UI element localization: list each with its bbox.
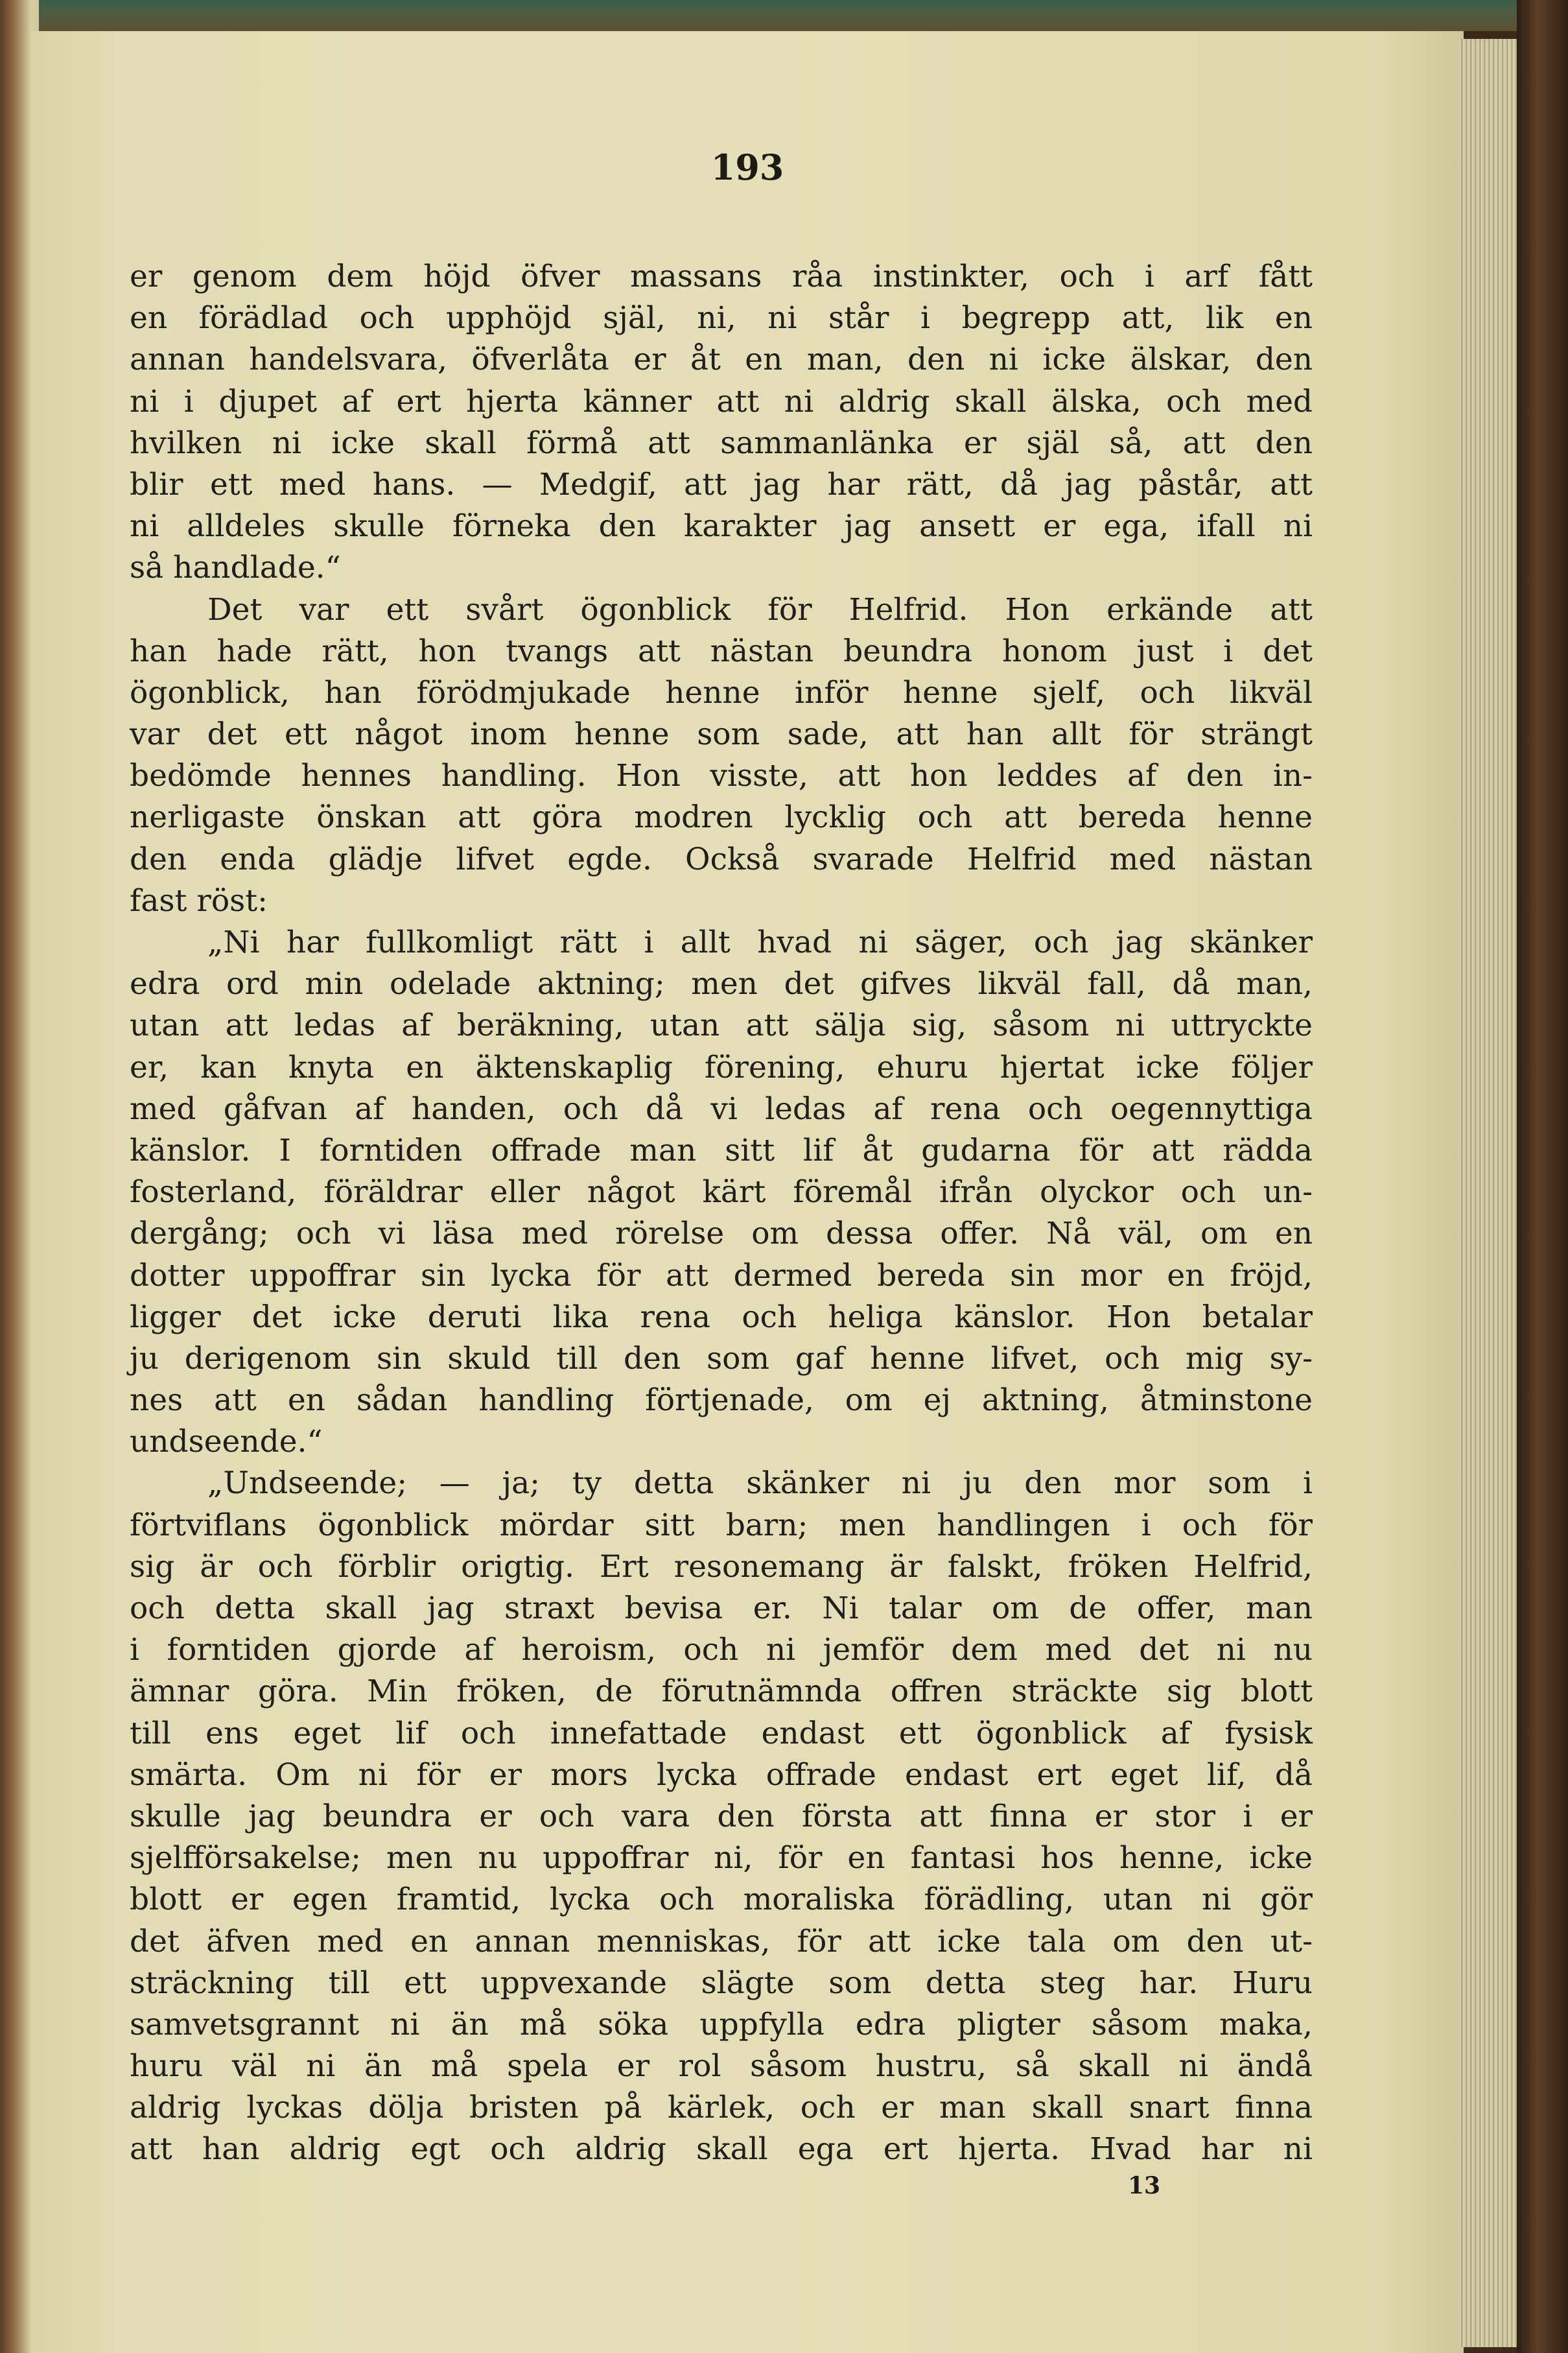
text-line: han hade rätt, hon tvangs att nästan beundra honom just i det	[130, 633, 1313, 669]
text-line: bedömde hennes handling. Hon visste, att hon leddes af den in-	[130, 758, 1313, 794]
page-edges	[1458, 39, 1517, 2347]
text-line: blott er egen framtid, lycka och moraliska förädling, utan ni gör	[130, 1882, 1313, 1918]
text-line: huru väl ni än må spela er rol såsom hustru, så skall ni ändå	[130, 2048, 1313, 2085]
text-line: utan att ledas af beräkning, utan att sälja sig, såsom ni uttryckte	[130, 1008, 1313, 1044]
text-line: fast röst:	[130, 882, 268, 919]
text-line: känslor. I forntiden offrade man sitt lif åt gudarna för att rädda	[130, 1132, 1313, 1168]
text-line: ligger det icke deruti lika rena och heliga känslor. Hon betalar	[130, 1299, 1313, 1335]
text-line: och detta skall jag straxt bevisa er. Ni talar om de offer, man	[130, 1590, 1313, 1626]
text-line: undseende.“	[130, 1424, 323, 1460]
text-line: så handlade.“	[130, 550, 341, 586]
text-line: dergång; och vi läsa med rörelse om dessa offer. Nå väl, om en	[130, 1216, 1313, 1252]
text-line: er genom dem höjd öfver massans råa instinkter, och i arf fått	[130, 259, 1313, 294]
page-number: 193	[710, 147, 784, 188]
text-line: dotter uppoffrar sin lycka för att dermed bereda sin mor en fröjd,	[130, 1257, 1313, 1294]
text-line: sträckning till ett uppvexande slägte som detta steg har. Huru	[130, 1965, 1313, 2001]
text-line: att han aldrig egt och aldrig skall ega ert hjerta. Hvad har ni	[130, 2131, 1313, 2168]
text-line: var det ett något inom henne som sade, att han allt för strängt	[130, 716, 1313, 753]
text-line: en förädlad och upphöjd själ, ni, ni står i begrepp att, lik en	[130, 300, 1313, 337]
text-line: till ens eget lif och innefattade endast ett ögonblick af fysisk	[130, 1715, 1313, 1751]
book-page	[31, 31, 1464, 2353]
text-line: den enda glädje lifvet egde. Också svarade Helfrid med nästan	[130, 841, 1313, 877]
text-line: aldrig lyckas dölja bristen på kärlek, och er man skall snart finna	[130, 2090, 1313, 2126]
text-line: med gåfvan af handen, och då vi ledas af rena och oegennyttiga	[130, 1091, 1313, 1127]
signature-mark: 13	[1128, 2172, 1161, 2199]
text-line: nerligaste önskan att göra modren lycklig och att bereda henne	[130, 799, 1313, 836]
text-line: sjelfförsakelse; men nu uppoffrar ni, för en fantasi hos henne, icke	[130, 1840, 1313, 1876]
text-line: smärta. Om ni för er mors lycka offrade endast ert eget lif, då	[130, 1756, 1313, 1793]
text-line: nes att en sådan handling förtjenade, om ej aktning, åtminstone	[130, 1382, 1313, 1419]
text-line: blir ett med hans. — Medgif, att jag har rätt, då jag påstår, att	[130, 466, 1313, 503]
body-text	[130, 256, 1313, 2171]
text-line: ögonblick, han förödmjukade henne inför henne sjelf, och likväl	[130, 674, 1313, 711]
text-line: Det var ett svårt ögonblick för Helfrid. Hon erkände att	[207, 591, 1313, 628]
book-cover-right	[1517, 0, 1568, 2353]
text-line: förtviflans ögonblick mördar sitt barn; men handlingen i och för	[130, 1507, 1313, 1543]
text-line: „Ni har fullkomligt rätt i allt hvad ni säger, och jag skänker	[207, 925, 1313, 960]
text-line: „Undseende; — ja; ty detta skänker ni ju den mor som i	[207, 1465, 1313, 1502]
text-line: fosterland, föräldrar eller något kärt föremål ifrån olyckor och un-	[130, 1174, 1313, 1211]
text-line: det äfven med en annan menniskas, för att icke tala om den ut-	[130, 1923, 1313, 1959]
text-line: samvetsgrannt ni än må söka uppfylla edra pligter såsom maka,	[130, 2006, 1313, 2042]
text-line: ämnar göra. Min fröken, de förutnämnda offren sträckte sig blott	[130, 1673, 1313, 1710]
text-line: ni alldeles skulle förneka den karakter jag ansett er ega, ifall ni	[130, 508, 1313, 545]
text-line: i forntiden gjorde af heroism, och ni jemför dem med det ni nu	[130, 1632, 1313, 1668]
text-line: ju derigenom sin skuld till den som gaf henne lifvet, och mig sy-	[130, 1340, 1313, 1377]
text-line: ni i djupet af ert hjerta känner att ni aldrig skall älska, och med	[130, 383, 1313, 420]
text-line: sig är och förblir origtig. Ert resonemang är falskt, fröken Helfrid,	[130, 1548, 1313, 1585]
text-line: er, kan knyta en äktenskaplig förening, ehuru hjertat icke följer	[130, 1049, 1313, 1085]
text-line: annan handelsvara, öfverlåta er åt en man, den ni icke älskar, den	[130, 342, 1313, 378]
text-line: edra ord min odelade aktning; men det gifves likväl fall, då man,	[130, 966, 1313, 1002]
text-line: skulle jag beundra er och vara den första att finna er stor i er	[130, 1798, 1313, 1834]
text-line: hvilken ni icke skall förmå att sammanlänka er själ så, att den	[130, 425, 1313, 461]
book-cover-top-edge	[0, 0, 1568, 31]
